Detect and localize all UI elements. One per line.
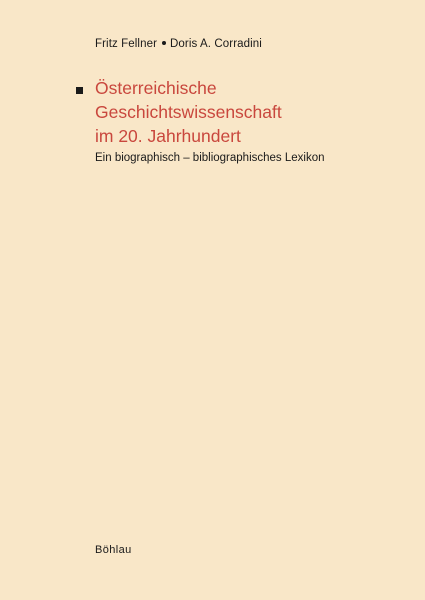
title-line-2: Geschichtswissenschaft [95, 102, 282, 122]
author-separator-dot [162, 41, 166, 45]
title-line-1: Österreichische [95, 78, 217, 98]
book-title [95, 76, 395, 148]
title-line-3: im 20. Jahrhundert [95, 126, 241, 146]
publisher-name: Böhlau [95, 544, 132, 556]
square-bullet-icon [76, 87, 83, 94]
author-line [95, 38, 262, 50]
author-fellner: Fritz Fellner [95, 38, 158, 50]
author-corradini: Doris A. Corradini [170, 38, 262, 50]
book-subtitle: Ein biographisch – bibliographisches Lexikon [95, 152, 325, 164]
